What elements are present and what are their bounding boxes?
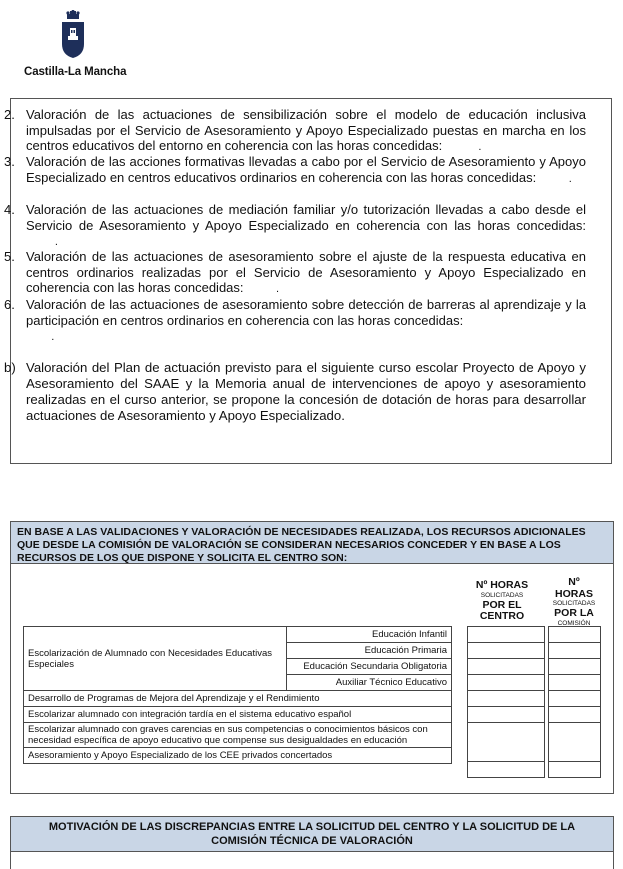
comision-carencias-input[interactable] — [548, 722, 601, 762]
table-row — [24, 748, 452, 764]
valuation-item-6 — [4, 297, 586, 346]
table-row — [24, 691, 452, 707]
item-text: Valoración de las acciones formativas llevadas a cabo por el Servicio de Asesoramiento y Apoyo Especializado en centros educativos ordinarios en coherencia con las horas concedidas: — [26, 154, 586, 185]
comision-tardia-input[interactable] — [548, 706, 601, 723]
item-number: 4. — [4, 202, 15, 217]
centro-ate-input[interactable] — [467, 674, 545, 691]
item-tail: . — [51, 331, 55, 343]
row-label: Escolarizar alumnado con graves carencias en sus competencias o conocimientos básicos con necesidad específica de apoyo educativo que compense sus desigualdades en educación — [24, 723, 452, 748]
motivation-header: MOTIVACIÓN DE LAS DISCREPANCIAS ENTRE LA SOLICITUD DEL CENTRO Y LA SOLICITUD DE LA COMISIÓN TÉCNICA DE VALORACIÓN — [10, 816, 614, 852]
item-text: Valoración de las actuaciones de asesoramiento sobre detección de barreras al aprendizaje y la participación en centros ordinarios en coherencia con las horas concedidas: — [26, 297, 586, 328]
valuation-item-5 — [4, 249, 586, 298]
resources-header: EN BASE A LAS VALIDACIONES Y VALORACIÓN DE NECESIDADES REALIZADA, LOS RECURSOS ADICIONALES QUE DESDE LA COMISIÓN DE VALORACIÓN SE CONSIDERAN NECESARIOS CONCEDER Y EN BASE A LOS RECURSOS DE LOS QUE DISPONE Y SOLICITA EL CENTRO SON: — [10, 521, 614, 564]
valuation-item-b — [4, 360, 586, 424]
row-label: Escolarizar alumnado con integración tardía en el sistema educativo español — [24, 707, 452, 723]
col2-line1: Nº — [568, 576, 580, 588]
col1-line1: Nº HORAS — [475, 579, 529, 591]
comision-primaria-input[interactable] — [548, 642, 601, 659]
valuation-item-4 — [4, 202, 586, 251]
centro-carencias-input[interactable] — [467, 722, 545, 762]
col1-line4: CENTRO — [479, 610, 525, 622]
comision-pmar-input[interactable] — [548, 690, 601, 707]
item-text: Valoración de las actuaciones de sensibilización sobre el modelo de educación inclusiva impulsadas por el Servicio de Asesoramiento y Apoyo Especializado puestas en marcha en los centros educativos del entorno en coherencia con las horas concedidas: — [26, 107, 586, 153]
item-number: 3. — [4, 154, 15, 169]
row-label: Desarrollo de Programas de Mejora del Aprendizaje y el Rendimiento — [24, 691, 452, 707]
table-row — [24, 723, 452, 748]
centro-cee-input[interactable] — [467, 761, 545, 778]
valuation-item-2 — [4, 107, 586, 156]
comision-infantil-input[interactable] — [548, 626, 601, 643]
logo-text: Castilla-La Mancha — [24, 66, 127, 78]
group-label: Escolarización de Alumnado con Necesidades Educativas Especiales — [24, 627, 287, 691]
coat-of-arms-icon — [58, 10, 88, 60]
col2-line5: COMISIÓN — [557, 619, 591, 627]
centro-infantil-input[interactable] — [467, 626, 545, 643]
centro-eso-input[interactable] — [467, 658, 545, 675]
item-number: 5. — [4, 249, 15, 264]
row-label: Educación Infantil — [287, 627, 452, 643]
comision-cee-input[interactable] — [548, 761, 601, 778]
item-tail: . — [54, 236, 58, 248]
item-number: 6. — [4, 297, 15, 312]
item-tail: . — [276, 283, 280, 295]
item-tail: . — [568, 172, 572, 185]
item-text: Valoración de las actuaciones de mediación familiar y/o tutorización llevadas a cabo desde el Servicio de Asesoramiento y Apoyo Especializado en coherencia con las horas concedidas: — [26, 202, 586, 233]
castilla-la-mancha-logo — [20, 10, 130, 80]
resources-table — [23, 626, 452, 764]
comision-ate-input[interactable] — [548, 674, 601, 691]
item-tail: . — [478, 141, 482, 153]
centro-primaria-input[interactable] — [467, 642, 545, 659]
valuation-item-3 — [4, 154, 586, 187]
item-number: 2. — [4, 107, 15, 122]
item-text: Valoración de las actuaciones de asesoramiento sobre el ajuste de la respuesta educativa en centros ordinarios realizadas por el Servicio de Asesoramiento y Apoyo Especializado en coherencia con las horas concedidas: — [26, 249, 586, 295]
col2-line4: POR LA — [554, 607, 594, 619]
row-label: Educación Primaria — [287, 643, 452, 659]
col2-line2: HORAS — [555, 587, 593, 600]
row-label: Asesoramiento y Apoyo Especializado de los CEE privados concertados — [24, 748, 452, 764]
col1-line3: POR EL — [482, 598, 522, 611]
row-label: Educación Secundaria Obligatoria — [287, 659, 452, 675]
motivation-body[interactable] — [10, 851, 614, 869]
col2-line3: SOLICITADAS — [552, 600, 596, 607]
item-number: b) — [4, 360, 16, 375]
column-header-comision — [546, 577, 602, 628]
col1-line2: SOLICITADAS — [480, 591, 524, 599]
item-text: Valoración del Plan de actuación previsto para el siguiente curso escolar Proyecto de Apoyo y Asesoramiento del SAAE y la Memoria anual de intervenciones de apoyo y asesoramiento realizadas en el curso anterior, se propone la concesión de dotación de horas para desarrollar actuaciones de Asesoramiento y Apoyo Especializado. — [26, 360, 586, 423]
row-label: Auxiliar Técnico Educativo — [287, 675, 452, 691]
comision-eso-input[interactable] — [548, 658, 601, 675]
centro-pmar-input[interactable] — [467, 690, 545, 707]
centro-tardia-input[interactable] — [467, 706, 545, 723]
table-row — [24, 707, 452, 723]
table-row — [24, 627, 452, 643]
column-header-centro — [467, 580, 537, 623]
